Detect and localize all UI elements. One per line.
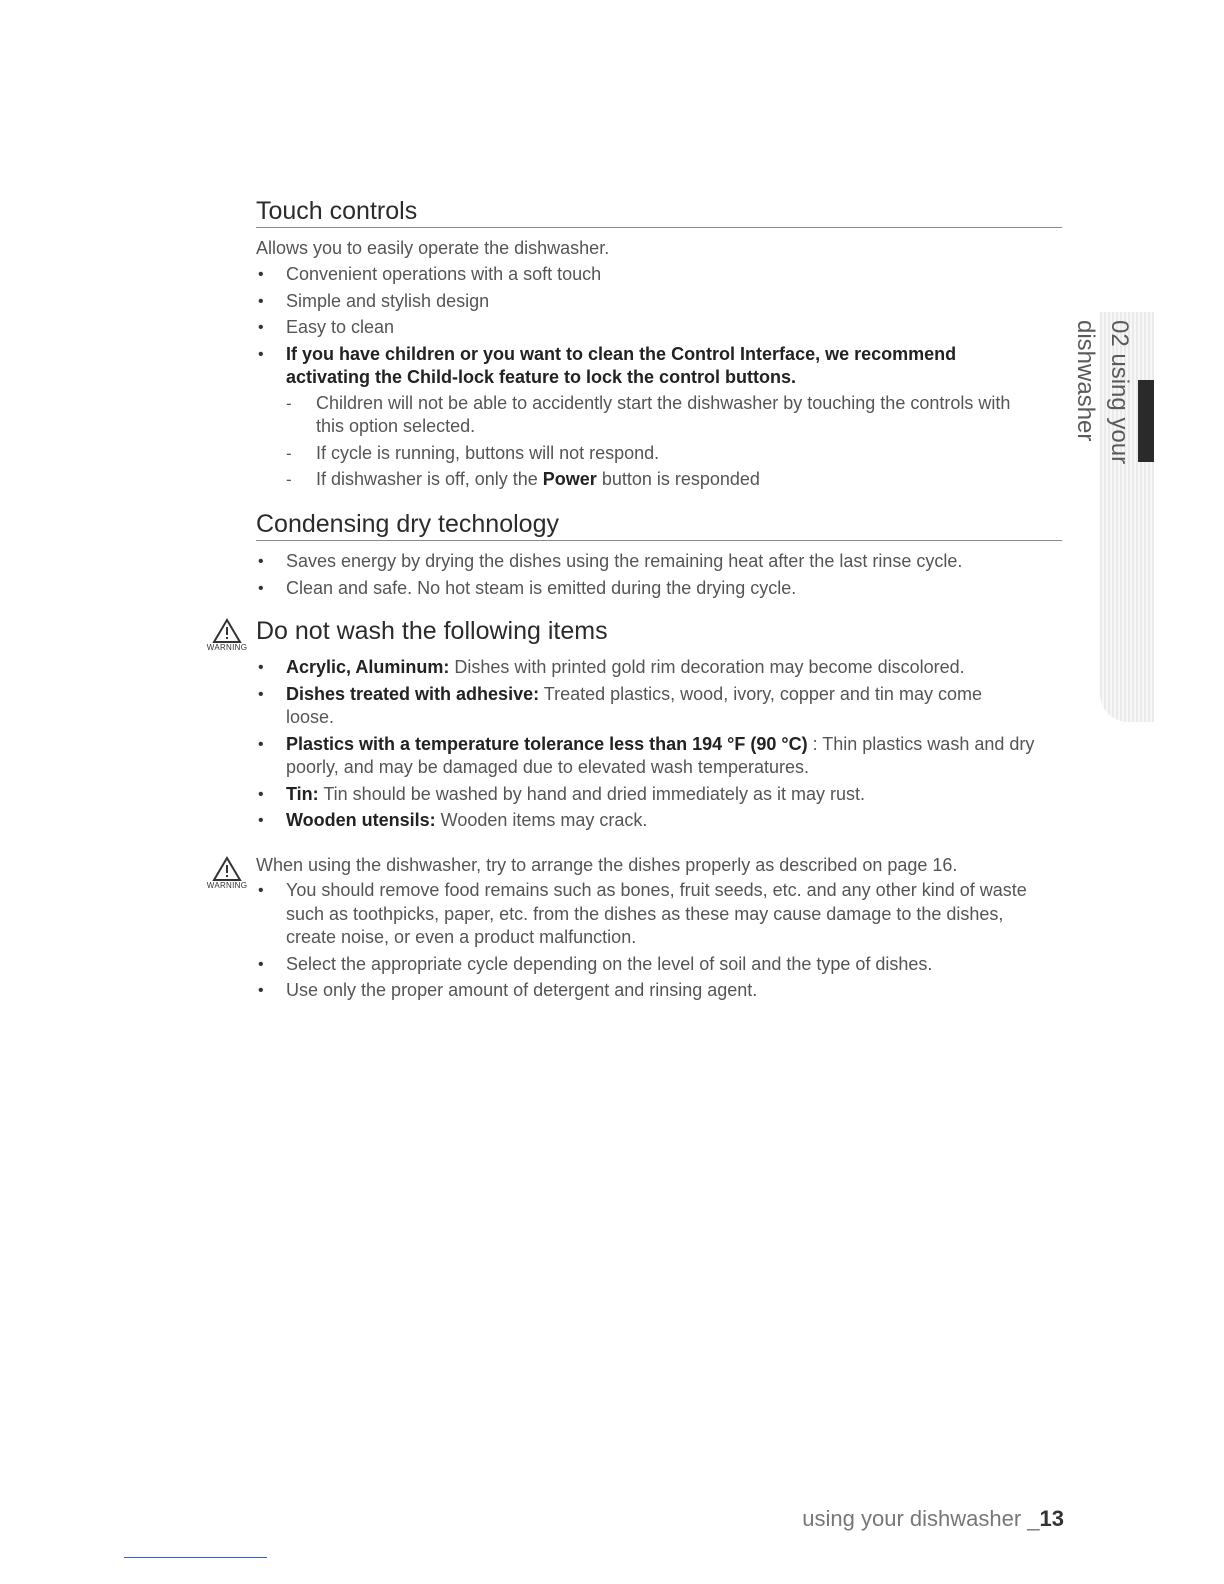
condensing-list <box>256 550 1056 603</box>
list-item: • Simple and stylish design <box>256 290 1056 314</box>
touch-features-list <box>256 263 1056 495</box>
list-item <box>256 683 1026 730</box>
touch-intro: Allows you to easily operate the dishwasher. <box>256 238 610 258</box>
arrange-intro: When using the dishwasher, try to arrange the dishes properly as described on page 16. <box>256 855 958 875</box>
child-lock-sublist <box>286 392 1016 492</box>
chapter-side-tab <box>1072 312 1154 722</box>
text: If dishwasher is off, only the <box>316 469 543 489</box>
list-item: • Saves energy by drying the dishes using the remaining heat after the last rinse cycle. <box>256 550 1056 574</box>
bottom-rule <box>124 1557 267 1558</box>
arrange-list <box>256 879 1056 1006</box>
item-term: Acrylic, Aluminum: <box>286 657 450 677</box>
list-item: • You should remove food remains such as bones, fruit seeds, etc. and any other kind of waste such as toothpicks, paper, etc. from the dishes as these may cause damage to the dishes, create noise, or even a product malfunction. <box>256 879 1036 950</box>
section-title-touch-controls: Touch controls <box>256 196 1062 228</box>
list-item <box>286 468 1016 492</box>
list-item <box>256 656 1056 680</box>
list-item <box>256 809 1056 833</box>
chapter-tab-marker <box>1138 380 1154 462</box>
list-item: - Children will not be able to accidently start the dishwasher by touching the controls with this option selected. <box>286 392 1016 439</box>
item-text: : Thin plastics wash and dry poorly, and may be damaged due to elevated wash temperatures. <box>286 733 1035 777</box>
do-not-wash-list <box>256 656 1056 836</box>
list-item: • Easy to clean <box>256 316 1056 340</box>
item-text: Treated plastics, wood, ivory, copper and tin may come loose. <box>286 683 982 727</box>
power-label: Power <box>542 469 597 489</box>
warning-label: WARNING <box>206 881 248 890</box>
section-title-condensing-dry: Condensing dry technology <box>256 509 1062 541</box>
page-footer <box>802 1506 1064 1532</box>
list-item: • Use only the proper amount of detergent and rinsing agent. <box>256 979 1056 1003</box>
footer-text: using your dishwasher _ <box>802 1506 1040 1531</box>
item-term: Tin: <box>286 783 319 804</box>
list-item <box>256 733 1046 780</box>
item-text: Tin should be washed by hand and dried immediately as it may rust. <box>318 783 865 804</box>
text: button is responded <box>596 469 760 489</box>
item-term: Wooden utensils: <box>286 810 436 830</box>
warning-icon <box>204 618 250 652</box>
list-item: • Select the appropriate cycle depending on the level of soil and the type of dishes. <box>256 953 1056 977</box>
item-text: Wooden items may crack. <box>435 810 648 830</box>
item-text: Dishes with printed gold rim decoration may become discolored. <box>449 657 965 677</box>
item-term: Dishes treated with adhesive: <box>286 683 540 704</box>
section-title-do-not-wash: Do not wash the following items <box>256 617 608 645</box>
chapter-tab-label: 02 using your dishwasher <box>1072 320 1133 465</box>
warning-label: WARNING <box>206 643 248 652</box>
list-item-child-lock <box>256 343 1016 492</box>
list-item: • Clean and safe. No hot steam is emitted during the drying cycle. <box>256 577 1056 601</box>
page-number: 13 <box>1039 1506 1064 1531</box>
list-item: - If cycle is running, buttons will not respond. <box>286 442 1016 466</box>
warning-icon <box>204 856 250 890</box>
child-lock-note: If you have children or you want to clean the Control Interface, we recommend activating the Child-lock feature to lock the control buttons. <box>286 343 957 387</box>
item-term: Plastics with a temperature tolerance less than 194 °F (90 °C) <box>286 733 808 754</box>
list-item: • Convenient operations with a soft touch <box>256 263 1056 287</box>
list-item <box>256 783 1056 807</box>
